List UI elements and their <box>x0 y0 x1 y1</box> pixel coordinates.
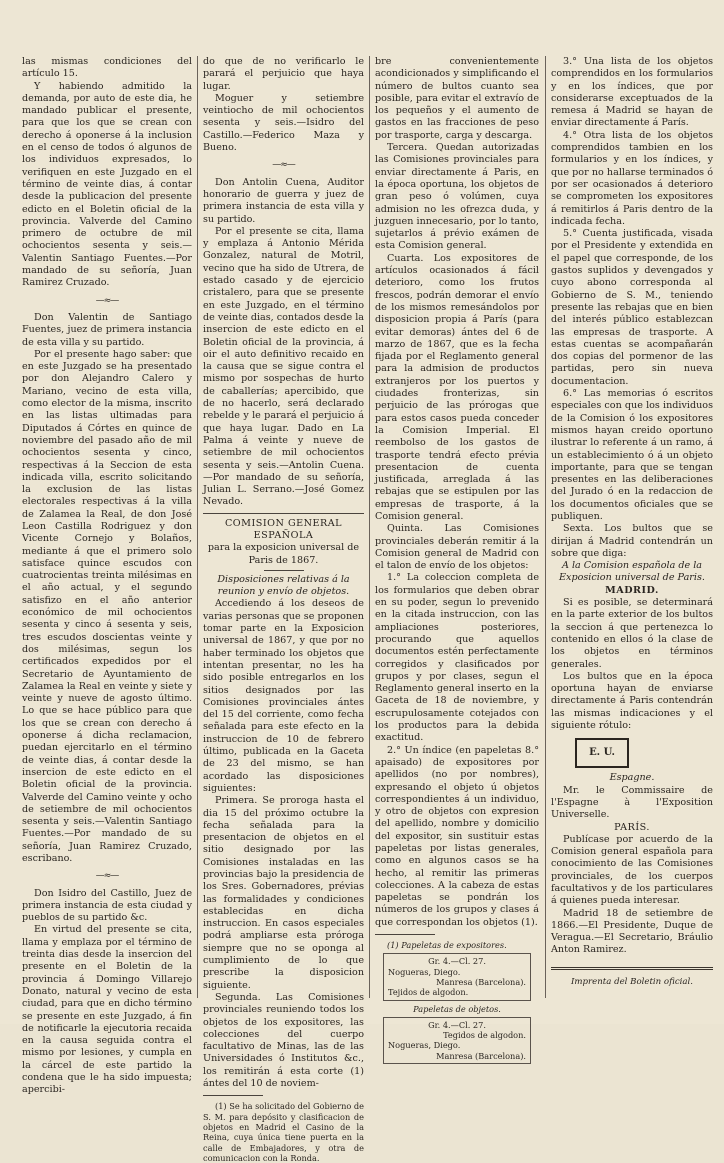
column-1 <box>22 56 192 1096</box>
section-title: COMISION GENERAL ESPAÑOLA <box>224 517 343 541</box>
paragraph: Moguer y setiembre veintiocho de mil ochocientos sesenta y seis.—Isidro del Castillo.—Federico Maza y Bueno. <box>203 92 364 154</box>
paragraph: Don Antolin Cuena, Auditor honorario de guerra y juez de primera instancia de esta villa y su partido. <box>203 176 364 225</box>
label-line: Espagne. <box>609 772 655 784</box>
paragraph: Y habiendo admitido la demanda, por auto de este dia, he mandado publicar el presente, para que los que se crean con derecho á oponerse á la inclusion en el censo de todos ó algunos de los individuos expresados, lo verifiquen en este Juzgado en el término de veinte dias, á contar desde la publicacion del presente edicto en el Boletin oficial de la provincia. Valverde del Camino primero de octubre de mil ochocientos sesenta y seis.—Valentin Santiago Fuentes.—Por mandado de su señoría, Juan Ramirez Cruzado. <box>22 80 192 289</box>
column-3 <box>375 56 539 1061</box>
closing-rule <box>551 967 713 970</box>
paragraph: Quinta. Las Comisiones provinciales deberán remitir á la Comision general de Madrid con el talon de envío de los objetos: <box>375 523 539 572</box>
separator: —≈— <box>95 295 119 306</box>
footnote-title: Papeletas de objetos. <box>413 1003 501 1014</box>
address-line: A la Comision española de la Exposicion universal de Paris. <box>559 560 705 584</box>
paragraph: Publícase por acuerdo de la Comision general española para conocimiento de las Comisiones provinciales, de los cuerpos facultativos y de los particulares á quienes pueda interesar. <box>551 833 713 907</box>
column-rule <box>197 56 198 998</box>
section-heading: Disposiciones relativas á la reunion y envío de objetos. <box>217 573 350 598</box>
paragraph: Don Isidro del Castillo, Juez de primera instancia de esta ciudad y pueblos de su partido &c. <box>22 887 192 924</box>
paragraph: bre convenientemente acondicionados y simplificando el número de bultos cuanto sea posible, para evitar el extravío de los pequeños y el aumento de gastos en las fracciones de peso por trasporte, carga y descarga. <box>375 56 539 141</box>
column-rule <box>369 56 370 998</box>
paragraph: 4.° Otra lista de los objetos comprendidos tambien en los formularios y en los índices, y que por no hallarse terminados ó por ser ocasionados á deterioro se comprometen los expositores á remitirlos á Paris dentro de la indicada fecha. <box>551 129 713 227</box>
card-line: Manresa (Barcelona). <box>436 1050 526 1061</box>
paragraph: Por el presente hago saber: que en este Juzgado se ha presentado por don Alejandro Calero y Mariano, vecino de esta villa, como elector de la misma, inscrito en las listas ultimadas para Diputados á Córtes en quince de noviembre del pasado año de mil ochocientos sesenta y cinco, respectivas á la Seccion de esta indicada villa, escrito solicitando la exclusion de las listas electorales respectivas á la villa de Zalamea la Real, de don José Leon Castilla Rodriguez y don Vicente Cornejo y Bolaños, mediante á que el primero solo satisface quince escudos con cuatrocientas treinta milésimas en el año actual, y el segundo satisfizo en el año anterior económico de mil ochocientos sesenta y cinco á sesenta y seis, tres escudos doscientas veinte y dos milésimas, segun los certificados expedidos por el Secretario de Ayuntamiento de Zalamea la Real en veinte y siete y veinte y nueve de agosto último. Lo que se hace público para que los que se crean con derecho á oponerse á dicha reclamacion, puedan ejercitarlo en el término de veinte dias, á contar desde la insercion de este edicto en el Boletin oficial de la provincia. Valverde del Camino veinte y ocho de setiembre de mil ochocientos sesenta y seis.—Valentin Santiago Fuentes.—Por mandado de su señoría, Juan Ramirez Cruzado, escribano. <box>22 348 192 864</box>
paragraph: Madrid 18 de setiembre de 1866.—El Presidente, Duque de Veragua.—El Secretario, Bráulio Anton Ramirez. <box>551 907 713 956</box>
paragraph: 2.° Un índice (en papeletas 8.° apaisado) de expositores por apellidos (no por nombres), expresando el objeto ú objetos correspondientes á un individuo, y otro de objetos con expresion del apellido, nombre y domicilio del expositor, sin sustituir estas papeletas por listas generales, como en algunos casos se ha hecho, al remitir las primeras colecciones. A la cabeza de estas papeletas se pondrán los números de los grupos y clases á que correspondan los objetos (1). <box>375 744 539 928</box>
separator: —≈— <box>272 160 295 171</box>
card-line: Gr. 4.—Cl. 27. <box>428 1019 486 1030</box>
card-line: Manresa (Barcelona). <box>436 976 526 987</box>
card-line: Gr. 4.—Cl. 27. <box>428 956 486 967</box>
divider <box>264 570 304 571</box>
paragraph: 5.° Cuenta justificada, visada por el Presidente y extendida en el papel que corresponde, de los gastos suplidos y devengados y cuyo abono corresponda al Gobierno de S. M., teniendo presente las rebajas que en bien del interés público establezcan las empresas de trasporte. A estas cuentas se acompañarán dos copias del pormenor de las partidas, pero sin nueva documentacion. <box>551 228 713 387</box>
sample-card-expositor <box>383 953 531 1000</box>
label-city: PARÍS. <box>614 821 650 833</box>
paragraph: Don Valentin de Santiago Fuentes, juez de primera instancia de esta villa y su partido. <box>22 311 192 348</box>
card-line: Nogueras, Diego. <box>388 966 461 977</box>
label-line: Mr. le Commissaire de l'Espagne à l'Exposition Universelle. <box>551 784 713 821</box>
footnote: (1) Se ha solicitado del Gobierno de S. M. para depósito y clasificacion de objetos en Madrid el Casino de la Reina, cuya única tiene puerta en la calle de Embajadores, y otra de comunicacion con la Ronda. <box>203 1101 364 1163</box>
column-4 <box>551 56 713 1021</box>
card-line: Tejidos de algodon. <box>388 987 469 998</box>
paragraph: 6.° Las memorias ó escritos especiales con que los individuos de la Comision ó los expositores mismos hayan creido oportuno ilustrar lo referente á un ramo, á un establecimiento ó á un objeto importante, para que se tengan presentes en las deliberaciones del Jurado ó en la redaccion de los documentos oficiales que se publiquen. <box>551 388 713 522</box>
paragraph: Tercera. Quedan autorizadas las Comisiones provinciales para enviar directamente á Paris, en la época oportuna, los objetos de gran peso ó volúmen, cuya admision no les ofrezca duda, y juzguen innecesario, por lo tanto, sujetarlos á prévio exámen de esta Comision general. <box>375 142 539 252</box>
section-subtitle: para la exposicion universal de Paris de 1867. <box>207 542 360 566</box>
paragraph: Si es posible, se determinará en la parte exterior de los bultos la seccion á que pertenezca lo contenido en ellos ó la clase de los objetos en términos generales. <box>551 597 713 670</box>
paragraph: Cuarta. Los expositores de artículos ocasionados á fácil deterioro, como los frutos frescos, podrán demorar el envío de los mismos remesándolos por disposicion propia á París (para evitar demoras) ántes del 6 de marzo de 1867, que es la fecha fijada por el Reglamento general para la admision de productos extranjeros por los puertos y ciudades fronterizas, sin perjuicio de las prórogas que para estos casos pueda conceder la Comision Imperial. El reembolso de los gastos de trasporte tendrá efecto prévia presentacion de cuenta justificada, arreglada á las rebajas que se estipulen por las empresas de trasporte, á la Comision general. <box>375 252 539 522</box>
column-2 <box>203 56 364 1163</box>
card-line: Nogueras, Diego. <box>388 1040 461 1051</box>
label-box: E. U. <box>575 738 629 768</box>
paragraph: 1.° La coleccion completa de los formularios que deben obrar en su poder, segun lo prevenido en la citada instruccion, con las ampliaciones posteriores, procurando que aquellos documentos estén perfectamente corregidos y clasificados por grupos y por clases, segun el Reglamento general inserto en la Gaceta de 18 de noviembre, y escrupulosamente cotejados con los productos para la debida exactitud. <box>375 572 539 744</box>
paragraph: Primera. Se proroga hasta el dia 15 del próximo octubre la fecha señalada para la presentacion de objetos en el sitio designado por las Comisiones instaladas en las provincias bajo la presidencia de los Sres. Gobernadores, prévias las formalidades y condiciones establecidas en dicha instruccion. En casos especiales podrá ampliarse esta próroga siempre que no se oponga al cumplimiento de lo que prescribe la disposicion siguiente. <box>203 795 364 991</box>
paragraph: En virtud del presente se cita, llama y emplaza por el término de treinta dias desde la insercion del presente en el Boletin de la provincia á Domingo Villarejo Donato, natural y vecino de esta ciudad, para que en dicho término se presente en este Juzgado, á fin de notificarle la ejecutoria recaida en la causa seguida contra el mismo por lesiones, y cumpla en la cárcel de este partido la condena que le ha sido impuesta; apercibi- <box>22 924 192 1096</box>
footnote-title: (1) Papeletas de expositores. <box>387 940 507 951</box>
column-rule <box>545 56 546 998</box>
paragraph: Segunda. Las Comisiones provinciales reuniendo todos los objetos de los expositores, las colecciones del cuerpo facultativo de Minas, las de las Universidades ó Institutos &c., los remitirán á esta corte (1) ántes del 10 de noviem- <box>203 991 364 1090</box>
imprint: Imprenta del Boletin oficial. <box>570 976 693 987</box>
separator: —≈— <box>95 871 119 882</box>
paragraph: Por el presente se cita, llama y emplaza á Antonio Mérida Gonzalez, natural de Motril, vecino que ha sido de Utrera, de estado casado y de ejercicio cristalero, para que se presente en este Juzgado, en el término de veinte dias, contados desde la insercion de este edicto en el Boletin oficial de la provincia, á oir el auto definitivo recaido en la causa que se sigue contra el mismo por sospechas de hurto de caballerías; apercibido, que de no hacerlo, será declarado rebelde y le parará el perjuicio á que haya lugar. Dado en La Palma á veinte y nueve de setiembre de mil ochocientos sesenta y seis.—Antolin Cuena.—Por mandado de su señoría, Julian L. Serrano.—José Gomez Nevado. <box>203 225 364 508</box>
address-city: MADRID. <box>605 584 659 596</box>
paragraph: 3.° Una lista de los objetos comprendidos en los formularios y en los índices, que por considerarse exceptuados de la remesa á Madrid se hayan de enviar directamente á París. <box>551 56 713 129</box>
divider <box>203 513 364 514</box>
divider <box>203 1095 263 1096</box>
paragraph: Los bultos que en la época oportuna hayan de enviarse directamente á Paris contendrán las mismas indicaciones y el siguiente rótulo: <box>551 670 713 732</box>
paragraph: las mismas condiciones del artículo 15. <box>22 56 192 80</box>
paragraph: Accediendo á los deseos de varias personas que se proponen tomar parte en la Exposicion universal de 1867, y que por no haber terminado los objetos que intentan presentar, no les ha sido posible entregarlos en los sitios designados por las Comisiones provinciales ántes del 15 del corriente, como fecha señalada para este efecto en la instruccion de 10 de febrero último, publicada en la Gaceta de 23 del mismo, se han acordado las disposiciones siguientes: <box>203 598 364 794</box>
divider <box>375 934 435 935</box>
sample-card-object <box>383 1017 531 1064</box>
paragraph: Sexta. Los bultos que se dirijan á Madrid contendrán un sobre que diga: <box>551 523 713 559</box>
card-line: Tegidos de algodon. <box>443 1030 526 1041</box>
paragraph: do que de no verificarlo le parará el perjuicio que haya lugar. <box>203 56 364 92</box>
